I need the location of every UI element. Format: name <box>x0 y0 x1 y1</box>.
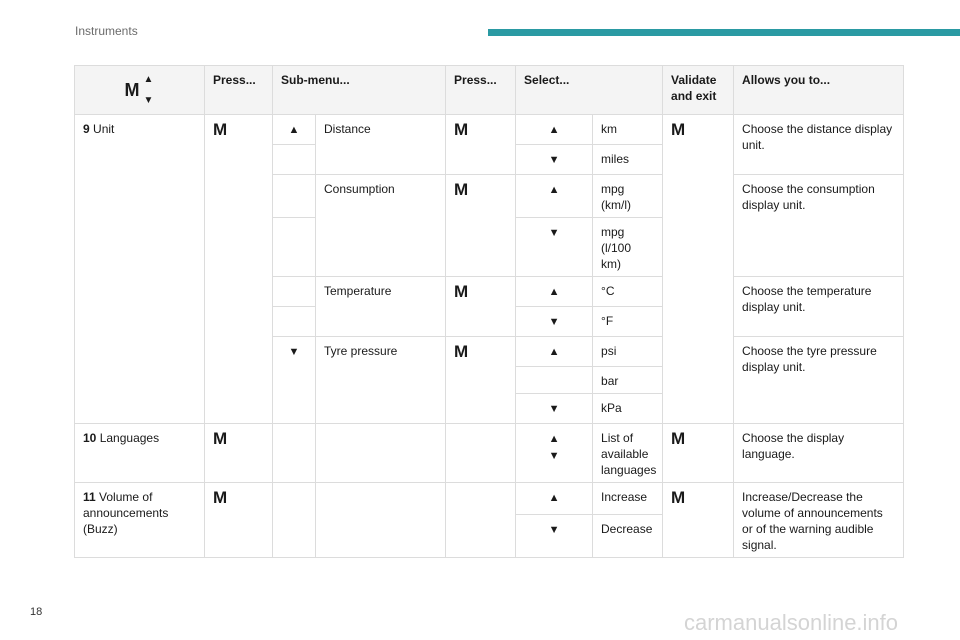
page-number: 18 <box>30 606 43 618</box>
option-mpg-l100: mpg (l/100 km) <box>593 218 663 277</box>
desc-consumption: Choose the consumption display unit. <box>734 175 904 277</box>
col-press: Press... <box>205 66 273 115</box>
col-validate: Validate and exit <box>663 66 734 115</box>
up-arrow-icon: ▲ <box>548 286 560 298</box>
row-volume-label: 11 Volume of announcements (Buzz) <box>75 483 205 558</box>
row-languages-label: 10 Languages <box>75 424 205 483</box>
down-arrow-icon: ▼ <box>548 403 560 415</box>
option-decrease: Decrease <box>593 515 663 558</box>
menu-table <box>74 65 904 558</box>
m-button-icon: M <box>671 488 686 507</box>
m-button-icon: M <box>454 282 469 301</box>
m-button-icon: M <box>454 342 469 361</box>
option-mpg-kml: mpg (km/l) <box>593 175 663 218</box>
m-button-icon: M <box>454 120 469 139</box>
desc-tyre-pressure: Choose the tyre pressure display unit. <box>734 337 904 424</box>
option-km: km <box>593 115 663 145</box>
submenu-consumption: Consumption <box>316 175 446 277</box>
row-unit-label: 9 Unit <box>75 115 205 424</box>
option-celsius: °C <box>593 277 663 307</box>
up-arrow-icon: ▲ <box>288 124 300 136</box>
option-bar: bar <box>593 367 663 394</box>
down-arrow-icon: ▼ <box>548 450 560 462</box>
up-arrow-icon: ▲ <box>548 124 560 136</box>
down-arrow-icon: ▼ <box>548 524 560 537</box>
up-arrow-icon: ▲ <box>548 346 560 358</box>
option-psi: psi <box>593 337 663 367</box>
m-button-icon: M <box>213 488 228 507</box>
m-button-icon: M <box>213 429 228 448</box>
m-button-icon: M <box>213 120 228 139</box>
m-up-down-icon: M ▲ ▼ <box>124 74 154 106</box>
m-button-icon: M <box>671 120 686 139</box>
table-row <box>75 115 904 145</box>
header-accent-bar <box>488 29 960 36</box>
table-header-row <box>75 66 904 115</box>
m-button-icon: M <box>671 429 686 448</box>
submenu-distance: Distance <box>316 115 446 175</box>
desc-languages: Choose the display language. <box>734 424 904 483</box>
option-miles: miles <box>593 145 663 175</box>
watermark: carmanualsonline.info <box>684 610 899 635</box>
submenu-tyre-pressure: Tyre pressure <box>316 337 446 424</box>
table-row <box>75 483 904 515</box>
table-row <box>75 424 904 483</box>
option-languages-list: List of available languages <box>593 424 663 483</box>
up-arrow-icon: ▲ <box>548 433 560 445</box>
desc-distance: Choose the distance display unit. <box>734 115 904 175</box>
option-fahrenheit: °F <box>593 307 663 337</box>
col-submenu: Sub-menu... <box>273 66 446 115</box>
section-title: Instruments <box>75 24 138 38</box>
option-increase: Increase <box>593 483 663 515</box>
down-arrow-icon: ▼ <box>548 227 560 239</box>
up-arrow-icon: ▲ <box>548 492 560 504</box>
col-press-2: Press... <box>446 66 516 115</box>
col-select: Select... <box>516 66 663 115</box>
option-kpa: kPa <box>593 394 663 424</box>
desc-volume: Increase/Decrease the volume of announcements or of the warning audible signal. <box>734 483 904 558</box>
down-arrow-icon: ▼ <box>548 316 560 328</box>
down-arrow-icon: ▼ <box>548 154 560 166</box>
up-arrow-icon: ▲ <box>548 184 560 196</box>
down-arrow-icon: ▼ <box>288 346 300 358</box>
m-button-icon: M <box>454 180 469 199</box>
col-allows: Allows you to... <box>734 66 904 115</box>
desc-temperature: Choose the temperature display unit. <box>734 277 904 337</box>
submenu-temperature: Temperature <box>316 277 446 337</box>
